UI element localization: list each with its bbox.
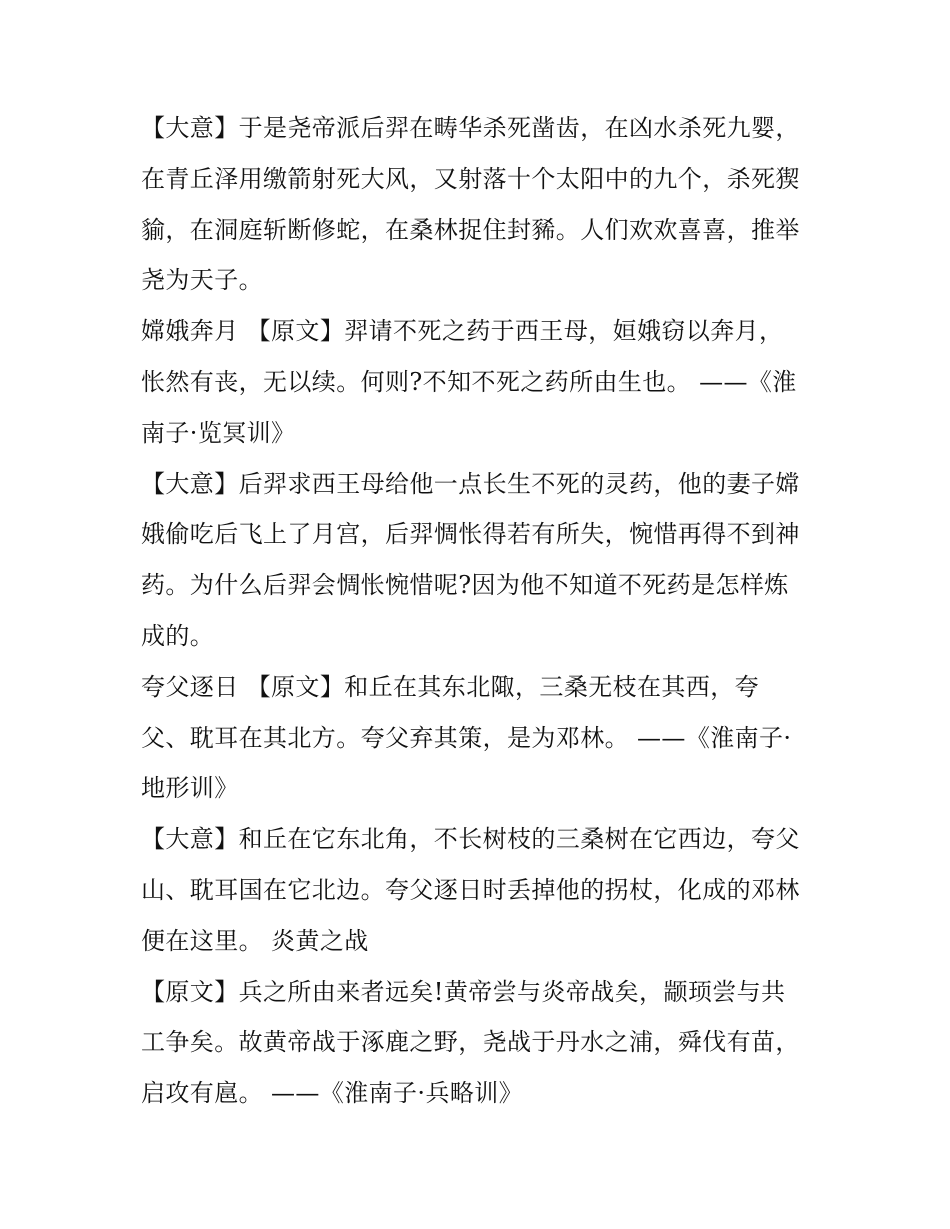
text-line: 娥偷吃后飞上了月宫，后羿惆怅得若有所失，惋惜再得不到神: [141, 520, 800, 549]
text-line: 便在这里。 炎黄之战: [141, 926, 369, 955]
text-line: 启攻有扈。 ——《淮南子·兵略训》: [141, 1079, 524, 1108]
text-line: 貐，在洞庭斩断修蛇，在桑林捉住封豨。人们欢欢喜喜，推举: [141, 215, 800, 244]
text-line: 药。为什么后羿会惆怅惋惜呢?因为他不知道不死药是怎样炼: [141, 571, 789, 600]
text-line: 山、耽耳国在它北边。夸父逐日时丢掉他的拐杖，化成的邓林: [141, 875, 800, 904]
text-line: 【原文】兵之所由来者远矣!黄帝尝与炎帝战矣，颛顼尝与共: [141, 977, 786, 1006]
text-line: 父、耽耳在其北方。夸父弃其策，是为邓林。 ——《淮南子·: [141, 723, 792, 752]
text-line: 地形训》: [141, 774, 239, 803]
text-line: 尧为天子。: [141, 266, 263, 295]
body-text: [141, 103, 813, 1119]
text-line: 嫦娥奔月 【原文】羿请不死之药于西王母，姮娥窃以奔月，: [141, 317, 784, 346]
text-line: 【大意】后羿求西王母给他一点长生不死的灵药，他的妻子嫦: [141, 469, 800, 498]
text-line: 工争矣。故黄帝战于涿鹿之野，尧战于丹水之浦，舜伐有苗，: [141, 1028, 800, 1057]
text-line: 南子·览冥训》: [141, 418, 296, 447]
text-line: 在青丘泽用缴箭射死大风，又射落十个太阳中的九个，杀死猰: [141, 164, 800, 193]
text-line: 成的。: [141, 621, 215, 650]
text-line: 怅然有丧，无以续。何则?不知不死之药所由生也。 ——《淮: [141, 367, 797, 396]
text-line: 【大意】于是尧帝派后羿在畴华杀死凿齿，在凶水杀死九婴，: [141, 114, 800, 142]
text-line: 【大意】和丘在它东北角，不长树枝的三桑树在它西边，夸父: [141, 825, 800, 854]
text-line: 夸父逐日 【原文】和丘在其东北陬，三桑无枝在其西，夸: [141, 672, 760, 701]
